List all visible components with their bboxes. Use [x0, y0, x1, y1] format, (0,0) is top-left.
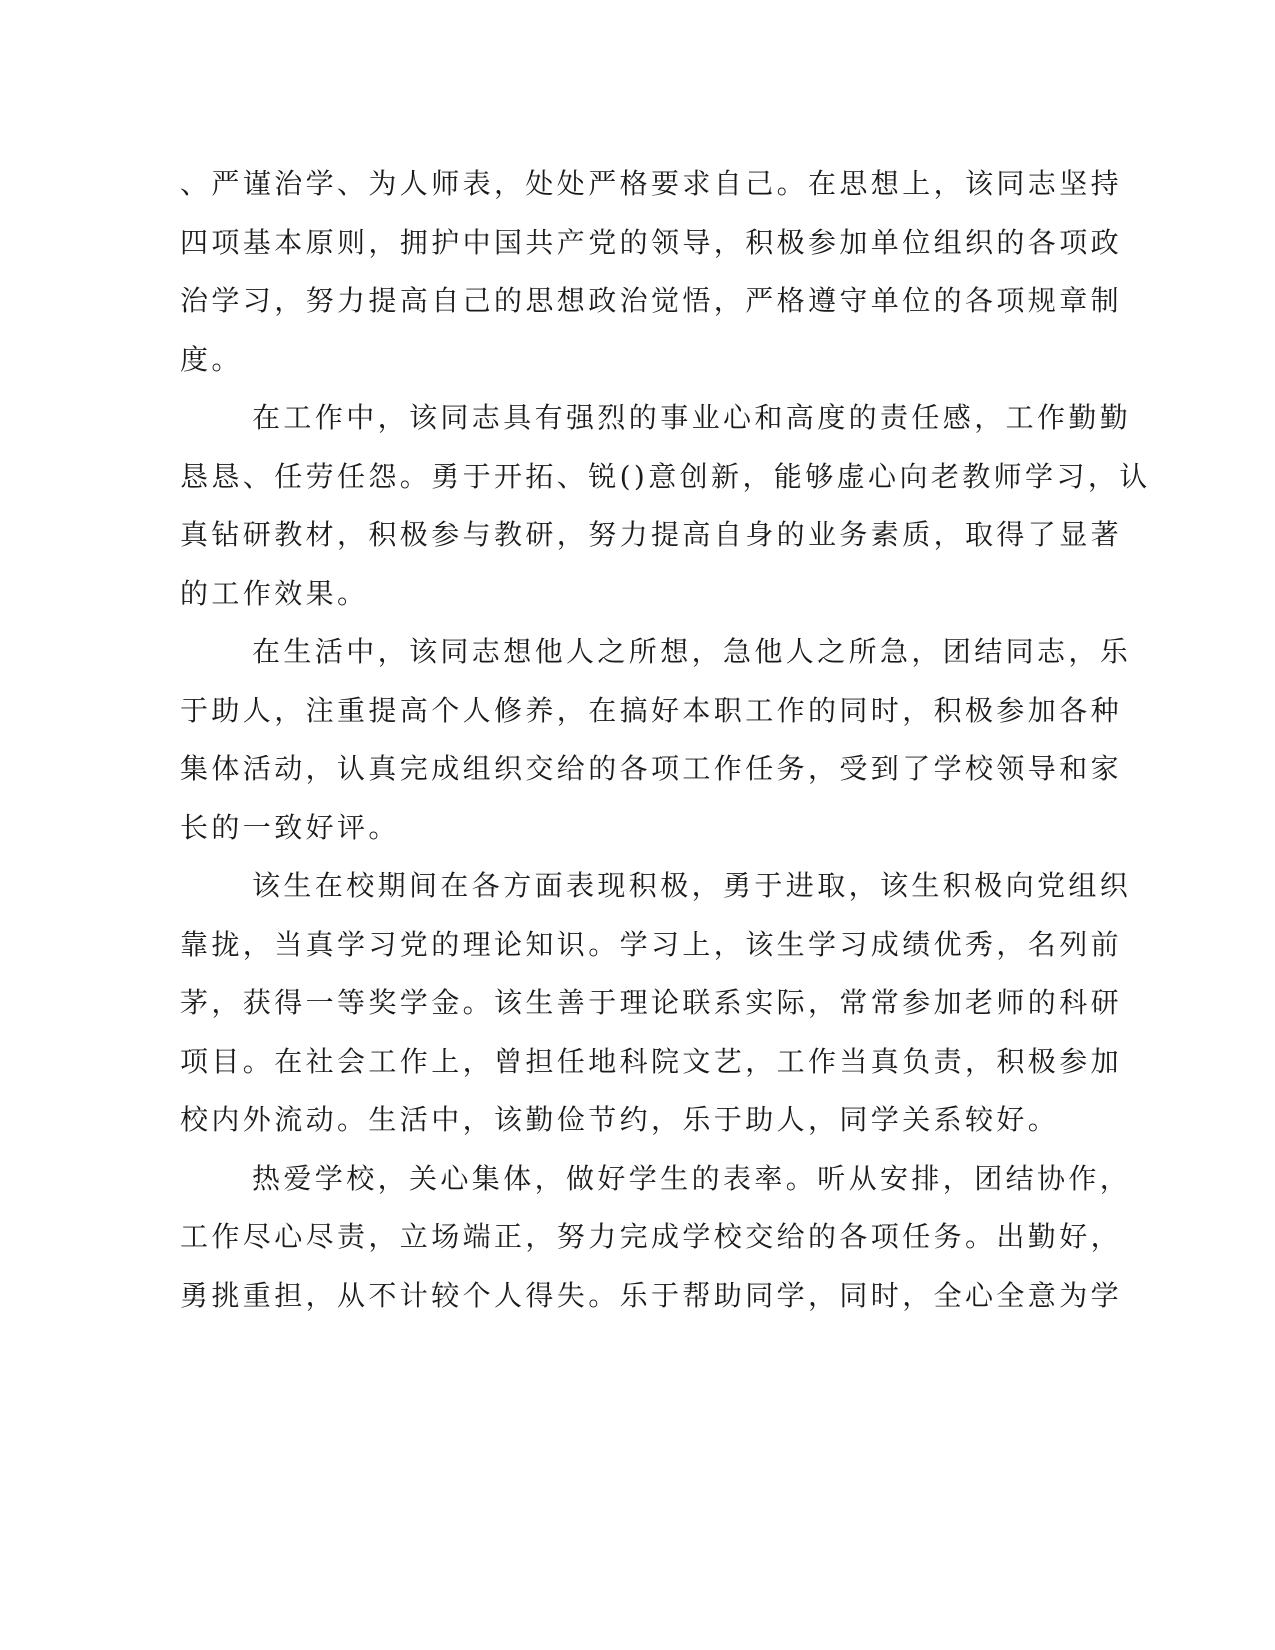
text-line: 校内外流动。生活中，该勤俭节约，乐于助人，同学关系较好。: [180, 1103, 1060, 1136]
text-line: 该生在校期间在各方面表现积极，勇于进取，该生积极向党组织: [252, 869, 1132, 902]
document-body: [180, 155, 1151, 1325]
text-line: 于助人，注重提高个人修养，在搞好本职工作的同时，积极参加各种: [180, 693, 1123, 727]
text-line: 四项基本原则，拥护中国共产党的领导，积极参加单位组织的各项政: [180, 225, 1123, 259]
text-line: 、严谨治学、为人师表，处处严格要求自己。在思想上，该同志坚持: [180, 167, 1123, 200]
paragraph-3: [180, 623, 1132, 857]
text-line: 项目。在社会工作上，曾担任地科院文艺，工作当真负责，积极参加: [180, 1044, 1123, 1078]
text-line: 在生活中，该同志想他人之所想，急他人之所急，团结同志，乐: [252, 635, 1132, 668]
text-line: 恳恳、任劳任怨。勇于开拓、锐()意创新，能够虚心向老教师学习，认: [180, 459, 1151, 493]
text-line: 的工作效果。: [180, 576, 369, 610]
paragraph-5: [180, 1150, 1132, 1326]
text-line: 勇挑重担，从不计较个人得失。乐于帮助同学，同时，全心全意为学: [180, 1278, 1123, 1312]
text-line: 集体活动，认真完成组织交给的各项工作任务，受到了学校领导和家: [180, 752, 1123, 785]
paragraph-2: [180, 389, 1151, 623]
text-line: 治学习，努力提高自己的思想政治觉悟，严格遵守单位的各项规章制: [180, 284, 1123, 317]
text-line: 靠拢，当真学习党的理论知识。学习上，该生学习成绩优秀，名列前: [180, 927, 1123, 961]
text-line: 在工作中，该同志具有强烈的事业心和高度的责任感，工作勤勤: [252, 401, 1132, 434]
text-line: 热爱学校，关心集体，做好学生的表率。听从安排，团结协作，: [252, 1161, 1132, 1195]
paragraph-4: [180, 857, 1132, 1150]
paragraph-1: [180, 155, 1123, 389]
text-line: 度。: [180, 342, 243, 376]
text-line: 工作尽心尽责，立场端正，努力完成学校交给的各项任务。出勤好，: [180, 1220, 1123, 1253]
text-line: 茅，获得一等奖学金。该生善于理论联系实际，常常参加老师的科研: [180, 986, 1123, 1019]
text-line: 真钻研教材，积极参与教研，努力提高自身的业务素质，取得了显著: [180, 518, 1123, 551]
text-line: 长的一致好评。: [180, 810, 400, 844]
